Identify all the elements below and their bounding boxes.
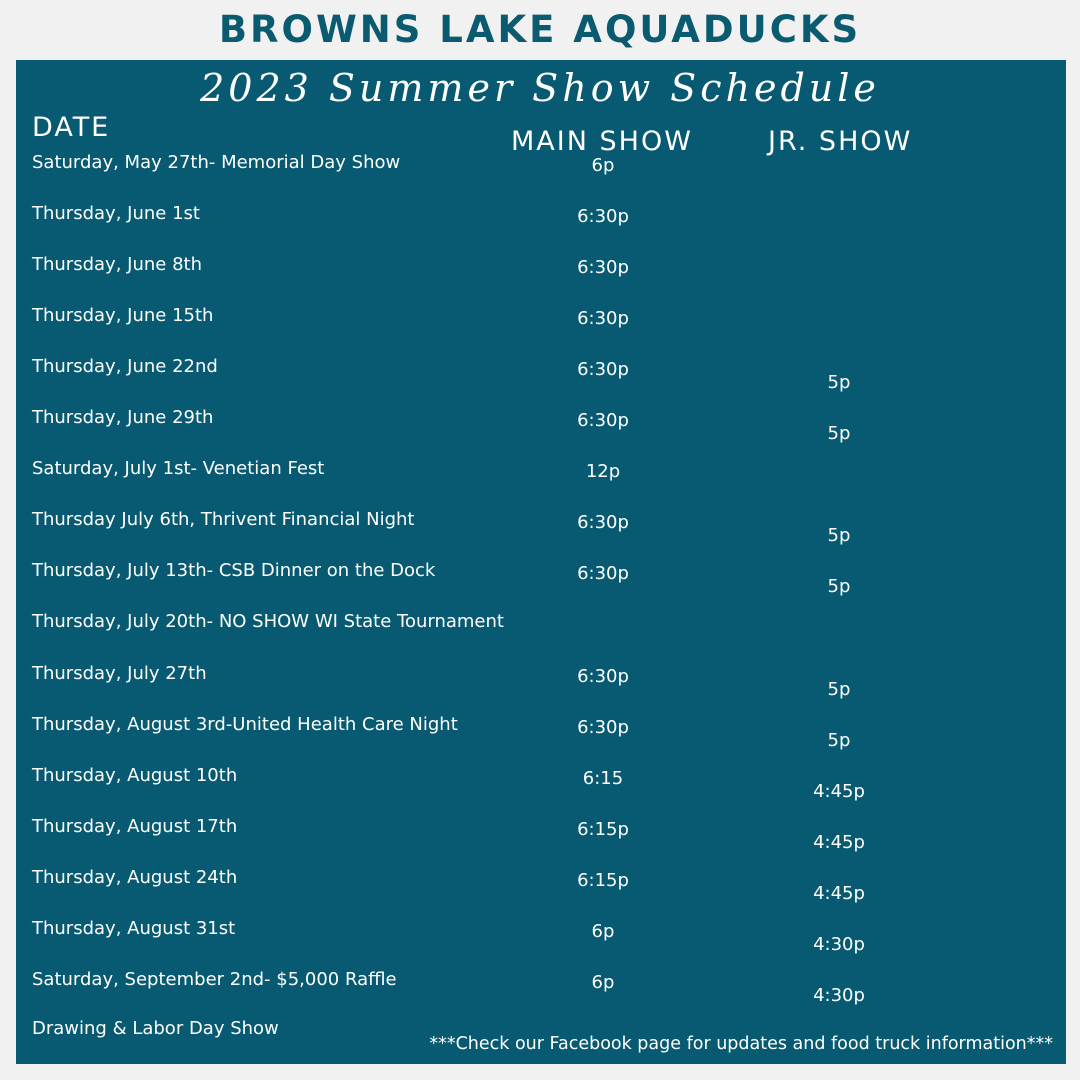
jr-show-time: 5p <box>827 729 851 751</box>
schedule-date: Thursday, July 13th- CSB Dinner on the Dock <box>32 560 436 582</box>
main-show-time: 6:30p <box>577 410 629 432</box>
schedule-date: Thursday, August 3rd-United Health Care Night <box>32 713 458 735</box>
schedule-date: Thursday, June 15th <box>32 305 214 327</box>
schedule-date: Thursday, June 1st <box>32 203 200 225</box>
schedule-row <box>0 203 1080 254</box>
main-show-time: 6:30p <box>577 563 629 585</box>
main-show-time: 6:30p <box>577 665 629 687</box>
schedule-row <box>0 969 1080 1020</box>
jr-show-column-header: JR. SHOW <box>768 126 913 157</box>
jr-show-time: 5p <box>827 423 851 445</box>
main-show-time: 6:30p <box>577 257 629 279</box>
jr-show-time: 5p <box>827 576 851 598</box>
schedule-row <box>0 918 1080 969</box>
main-show-time: 6p <box>591 155 615 176</box>
schedule-date: Thursday, July 20th- NO SHOW WI State Tournament <box>32 611 504 633</box>
jr-show-time: 4:30p <box>813 933 865 955</box>
jr-show-time: 4:45p <box>813 882 865 904</box>
jr-show-time: 4:45p <box>813 780 865 802</box>
schedule-date: Saturday, May 27th- Memorial Day Show <box>32 152 401 173</box>
schedule-row <box>0 867 1080 918</box>
schedule-date: Thursday July 6th, Thrivent Financial Night <box>32 509 415 531</box>
main-show-time: 6:30p <box>577 308 629 330</box>
schedule-footer-line: Drawing & Labor Day Show <box>32 1018 279 1039</box>
jr-show-time: 4:45p <box>813 831 865 853</box>
schedule-date: Thursday, June 29th <box>32 407 214 429</box>
schedule-row <box>0 765 1080 816</box>
schedule-row <box>0 509 1080 560</box>
schedule-row <box>0 407 1080 458</box>
date-column-header: DATE <box>32 112 111 143</box>
schedule-row <box>0 714 1080 765</box>
main-show-time: 6:30p <box>577 359 629 381</box>
schedule-subtitle: 2023 Summer Show Schedule <box>200 66 880 110</box>
jr-show-time: 4:30p <box>813 984 865 1006</box>
page-title: BROWNS LAKE AQUADUCKS <box>218 8 862 51</box>
schedule-row <box>0 663 1080 714</box>
schedule-date: Thursday, August 17th <box>32 815 238 837</box>
schedule-date: Saturday, July 1st- Venetian Fest <box>32 458 325 480</box>
schedule-row <box>0 816 1080 867</box>
main-show-time: 12p <box>585 461 621 483</box>
jr-show-time: 5p <box>827 678 851 700</box>
schedule-row <box>0 611 1080 662</box>
jr-show-time: 5p <box>827 525 851 547</box>
schedule-row <box>0 560 1080 611</box>
main-show-column-header: MAIN SHOW <box>511 126 693 157</box>
facebook-note: ***Check our Facebook page for updates and food truck information*** <box>429 1034 1053 1054</box>
schedule-row <box>0 458 1080 509</box>
schedule-date: Thursday, August 31st <box>32 917 236 939</box>
schedule-date: Thursday, June 22nd <box>32 356 218 378</box>
jr-show-time: 5p <box>827 372 851 394</box>
schedule-date: Thursday, August 10th <box>32 764 238 786</box>
schedule-row <box>0 254 1080 305</box>
schedule-row <box>0 305 1080 356</box>
schedule-date: Thursday, July 27th <box>32 662 207 684</box>
main-show-time: 6:30p <box>577 716 629 738</box>
schedule-row <box>0 152 1080 203</box>
schedule-date: Thursday, June 8th <box>32 254 202 276</box>
schedule-date: Saturday, September 2nd- $5,000 Raffle <box>32 968 397 990</box>
main-show-time: 6:30p <box>577 206 629 228</box>
main-show-time: 6:15 <box>582 767 624 789</box>
schedule-row <box>0 356 1080 407</box>
main-show-time: 6:30p <box>577 512 629 534</box>
main-show-time: 6:15p <box>577 869 629 891</box>
main-show-time: 6p <box>591 920 615 942</box>
main-show-time: 6:15p <box>577 818 629 840</box>
main-show-time: 6p <box>591 971 615 993</box>
schedule-date: Thursday, August 24th <box>32 866 238 888</box>
